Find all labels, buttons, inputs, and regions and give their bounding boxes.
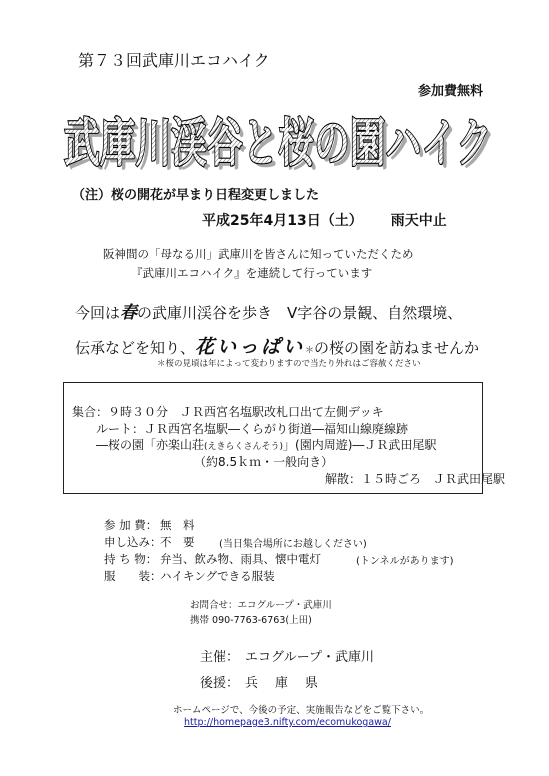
event-date-line [202,210,447,230]
lead2-part-a: 伝承などを知り、 [75,339,196,357]
apply-note: (当日集合場所にお越しください) [219,539,367,550]
event-date: 平成25年4月13日（土） [202,213,363,229]
homepage-link[interactable]: http://homepage3.nifty.com/ecomukogawa/ [184,717,391,728]
intro-line-1: 阪神間の「母なる川」武庫川を皆さんに知っていただくため [103,247,414,261]
intro-line-2: 『武庫川エコハイク』を連続して行っています [131,266,373,280]
lead-line-1 [75,298,462,323]
fee-label: 参 加 費： [104,518,158,532]
route2-part-b: 」(園内周遊)―ＪＲ武田尾駅 [283,438,437,452]
meeting-info: 集合：９時３０分 ＪＲ西宮名塩駅改札口出て左側デッキ [72,405,384,419]
dress-label: 服 装： [104,569,162,583]
fee-value: 無 料 [160,518,195,532]
route-line-1: ルート：ＪＲ西宮名塩駅―くらがり街道―福知山線廃線跡 [96,422,409,436]
support-label: 後援： [200,676,240,691]
contact-line-1: お問合せ：エコグループ・武庫川 [190,600,332,611]
rain-policy: 雨天中止 [390,213,447,229]
lead1-part-b: の武庫川渓谷を歩き V字谷の景観、自然環境、 [137,304,463,322]
lead2-emphasis: 花いっぱい [195,336,306,358]
lead1-part-a: 今回は [75,304,121,322]
lead2-part-b: の桜の園を訪ねませんか [314,339,480,357]
distance-info: （約8.5ｋｍ・一般向き） [194,455,334,469]
main-title-shadow: 武庫川渓谷と桜の園ハイク [68,118,496,175]
apply-value: 不 要 [160,535,195,549]
dress-value: ハイキングできる服装 [160,569,275,583]
contact-phone: 携帯 090-7763-6763(上田) [190,615,312,626]
event-number: 第７３回武庫川エコハイク [78,51,270,70]
free-fee-badge: 参加費無料 [418,84,484,99]
sponsor-label: 主催： [200,650,240,665]
apply-label: 申し込み： [104,535,162,549]
main-title-text: 武庫川渓谷と桜の園ハイク [64,114,492,174]
route2-reading: (えきらくさんそう) [204,442,284,452]
main-title [62,97,502,175]
lead1-emphasis: 春 [120,303,138,323]
bloom-disclaimer: ＊桜の見頃は年によって変わりますので当たり外れはご容赦ください [157,359,421,369]
sponsor-value: エコグループ・武庫川 [245,650,374,665]
belongings-value: 弁当、飲み物、雨具、懐中電灯 [160,552,321,566]
schedule-change-note: （注）桜の開花が早まり日程変更しました [72,188,320,203]
dismissal-info: 解散：１５時ごろ ＪＲ武田尾駅 [325,472,506,486]
belongings-label: 持 ち 物： [104,552,158,566]
homepage-text: ホームページで、今後の予定、実施報告などをご覧下さい。 [173,705,430,716]
belongings-note: (トンネルがあります) [356,556,454,567]
route-line-2 [96,436,436,453]
lead-line-2 [75,332,479,359]
route2-part-a: ―桜の園「亦楽山荘 [96,438,205,452]
support-value: 兵 庫 県 [245,676,321,691]
lead2-asterisk: ＊ [305,346,315,356]
itinerary-box [63,382,506,494]
